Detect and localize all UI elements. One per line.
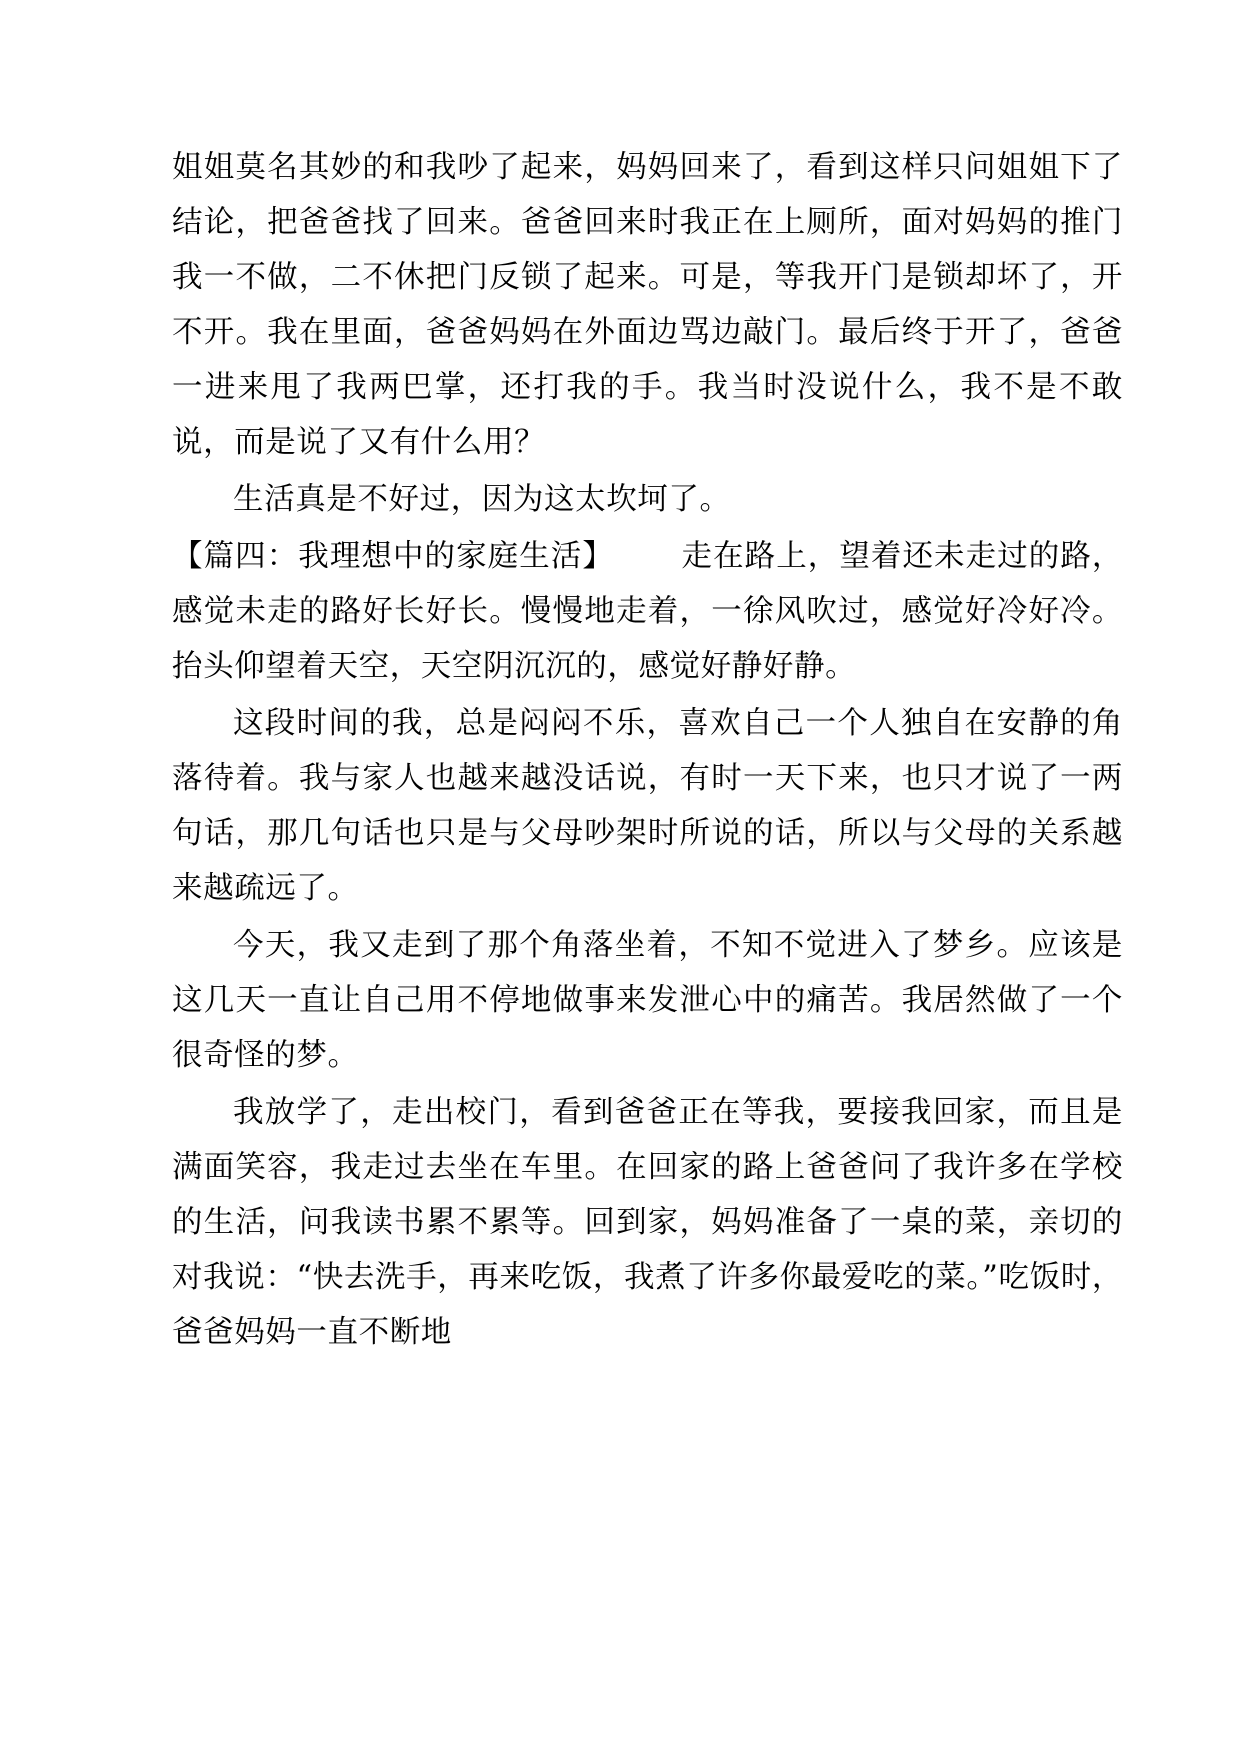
- paragraph-3-text: 走在路上，望着还未走过的路，感觉未走的路好长好长。慢慢地走着，一徐风吹过，感觉好冷好冷。抬头仰望着天空，天空阴沉沉的，感觉好静好静。: [172, 539, 1123, 684]
- section-heading: 【篇四：我理想中的家庭生活】: [172, 539, 614, 574]
- document-body: [172, 140, 1123, 1360]
- paragraph-3: [172, 529, 1123, 694]
- paragraph-6: 我放学了，走出校门，看到爸爸正在等我，要接我回家，而且是满面笑容，我走过去坐在车里。在回家的路上爸爸问了我许多在学校的生活，问我读书累不累等。回到家，妈妈准备了一桌的菜，亲切的对我说：“快去洗手，再来吃饭，我煮了许多你最爱吃的菜。”吃饭时，爸爸妈妈一直不断地: [172, 1095, 1123, 1350]
- paragraph-4: 这段时间的我，总是闷闷不乐，喜欢自己一个人独自在安静的角落待着。我与家人也越来越没话说，有时一天下来，也只才说了一两句话，那几句话也只是与父母吵架时所说的话，所以与父母的关系越来越疏远了。: [172, 706, 1123, 906]
- paragraph-1: 姐姐莫名其妙的和我吵了起来，妈妈回来了，看到这样只问姐姐下了结论，把爸爸找了回来。爸爸回来时我正在上厕所，面对妈妈的推门我一不做，二不休把门反锁了起来。可是，等我开门是锁却坏了，开不开。我在里面，爸爸妈妈在外面边骂边敲门。最后终于开了，爸爸一进来甩了我两巴掌，还打我的手。我当时没说什么，我不是不敢说，而是说了又有什么用？: [172, 150, 1123, 460]
- paragraph-5: 今天，我又走到了那个角落坐着，不知不觉进入了梦乡。应该是这几天一直让自己用不停地做事来发泄心中的痛苦。我居然做了一个很奇怪的梦。: [172, 928, 1123, 1073]
- paragraph-2: 生活真是不好过，因为这太坎坷了。: [233, 482, 731, 517]
